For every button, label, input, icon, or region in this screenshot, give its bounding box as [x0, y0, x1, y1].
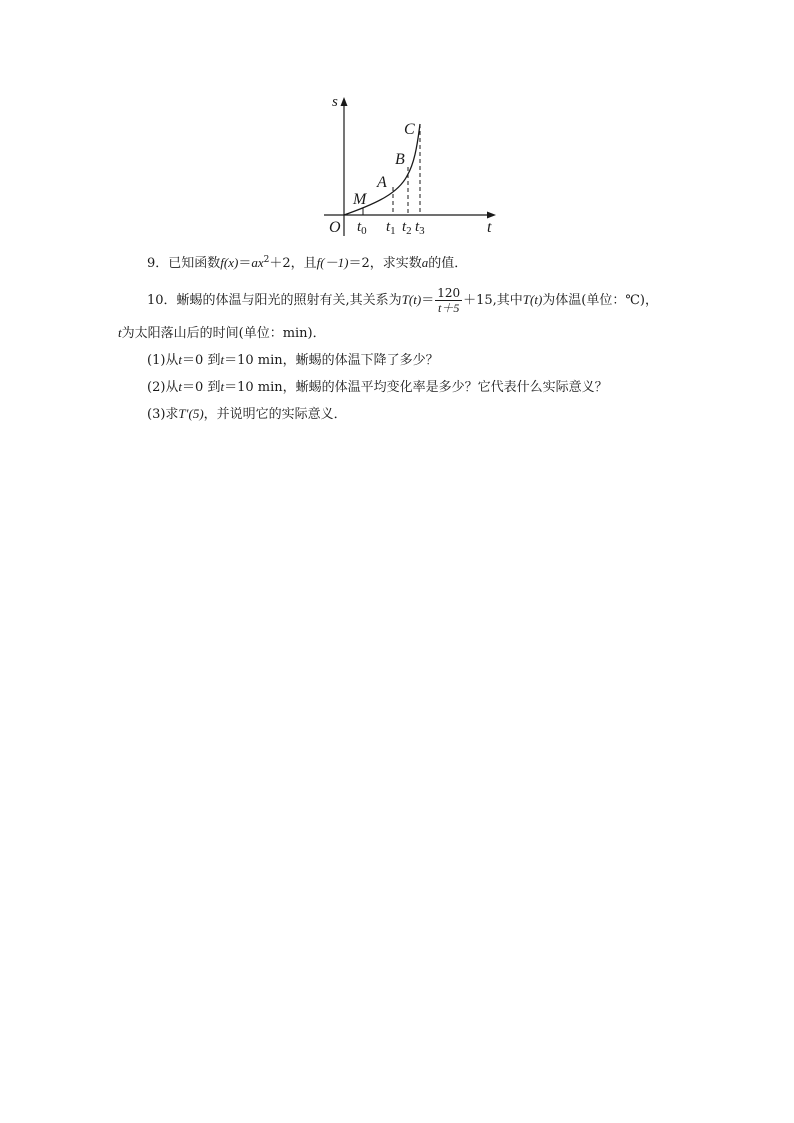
q9-exponent: 2 [263, 255, 270, 265]
y-axis-label: s [332, 94, 338, 110]
q9-ax: ax [251, 255, 264, 270]
q10-mid: 为体温(单位：℃)， [542, 293, 658, 308]
q9-eq2: ＝2，求实数 [348, 256, 422, 271]
point-label-a: A [377, 174, 387, 191]
q9-number: 9． [147, 256, 169, 271]
q10-line2-rest: 为太阳落山后的时间(单位：min)． [121, 326, 326, 341]
origin-label: O [329, 219, 341, 236]
tick-label-t3: $t_3$ [415, 219, 425, 237]
y-axis-arrow [341, 97, 348, 106]
q10-Tt: T(t) [401, 292, 422, 307]
graph-svg [320, 88, 510, 240]
question-10-line-1 [147, 285, 658, 316]
tick-label-t1: $t_1$ [386, 219, 396, 237]
x-axis-label: t [487, 219, 492, 236]
tick-label-t0: $t_0$ [357, 219, 367, 237]
q10-fraction [435, 286, 462, 315]
q10-fraction-numerator: 120 [437, 286, 461, 300]
x-axis-arrow [487, 212, 496, 219]
q9-pre: 已知函数 [168, 256, 221, 271]
sub2-t1: t [178, 379, 183, 394]
question-10-sub-3 [147, 404, 347, 425]
q10-plus: ＋15,其中 [463, 293, 523, 308]
sub1-a: (1)从 [147, 353, 179, 368]
question-10-sub-1 [147, 350, 439, 371]
q9-eq: ＝ [238, 256, 252, 271]
q10-line2-t: t [118, 325, 122, 340]
question-10-line-2 [118, 323, 326, 344]
sub1-t1: t [178, 352, 183, 367]
point-label-c: C [404, 121, 415, 138]
q9-fx: f(x) [220, 255, 239, 270]
q10-fraction-denominator: t＋5 [437, 301, 460, 315]
tick-label-t2: $t_2$ [402, 219, 412, 237]
sub3-T: T′(5) [178, 406, 204, 421]
q9-a: a [421, 255, 429, 270]
point-label-b: B [395, 151, 405, 168]
q10-pre: 蜥蜴的体温与阳光的照射有关,其关系为 [176, 293, 402, 308]
sub2-c: ＝10 min，蜥蜴的体温平均变化率是多少？它代表什么实际意义？ [224, 380, 608, 395]
question-9 [147, 253, 467, 274]
q10-eq: ＝ [421, 293, 435, 308]
sub1-b: ＝0 到 [182, 353, 221, 368]
sub1-c: ＝10 min，蜥蜴的体温下降了多少？ [224, 353, 439, 368]
distance-time-graph [320, 88, 510, 240]
q9-f-minus-one: f(－1) [316, 255, 349, 270]
question-10-sub-2 [147, 377, 608, 398]
q10-Tt2: T(t) [522, 292, 543, 307]
sub3-a: (3)求 [147, 407, 179, 422]
sub1-t2: t [220, 352, 225, 367]
q9-plus: ＋2，且 [269, 256, 317, 271]
point-label-m: M [353, 191, 367, 208]
sub2-b: ＝0 到 [182, 380, 221, 395]
sub2-a: (2)从 [147, 380, 179, 395]
q10-number: 10． [147, 293, 177, 308]
sub2-t2: t [220, 379, 225, 394]
sub3-b: ，并说明它的实际意义． [203, 407, 347, 422]
q9-end: 的值． [428, 256, 468, 271]
